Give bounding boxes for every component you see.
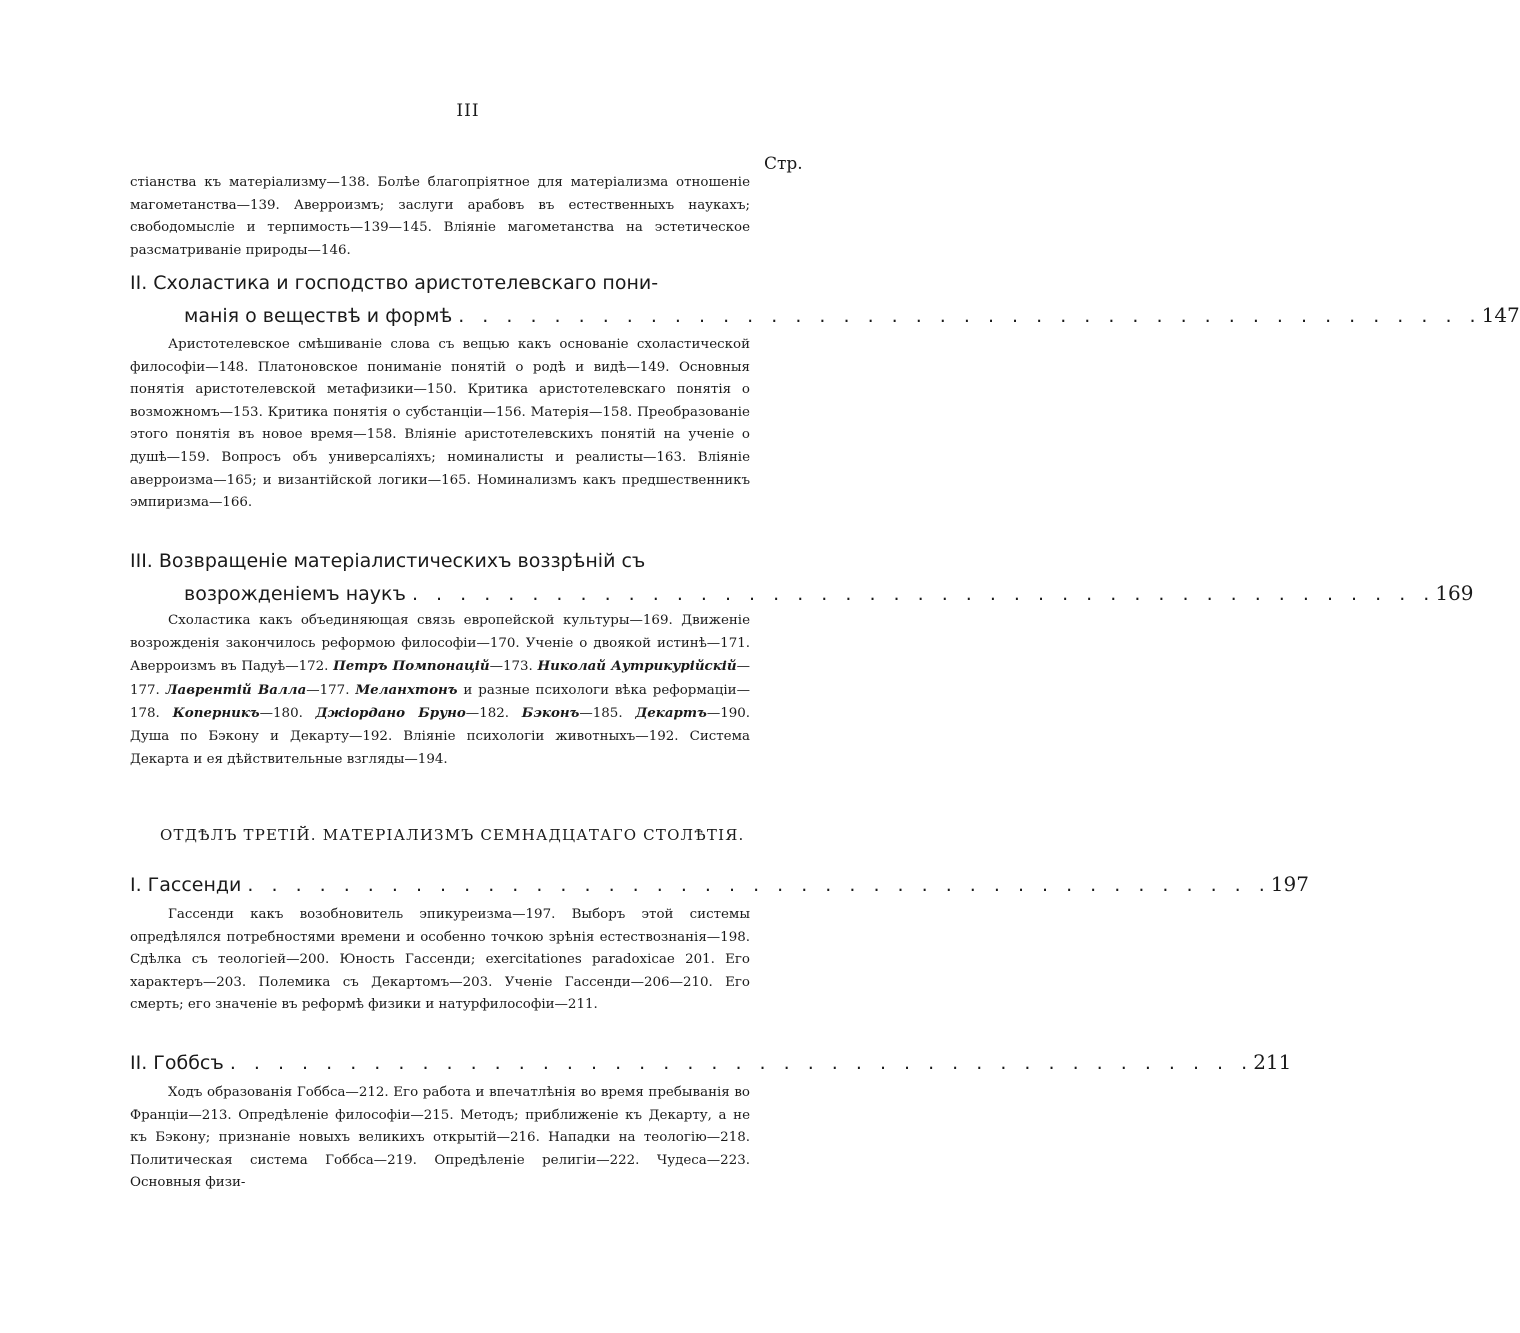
chapter-summary-gassendi [130, 904, 750, 1017]
chapter-page-number: 169 [1435, 581, 1474, 605]
person-name: Коперникъ [172, 705, 260, 722]
chapter-title-line1: III. Возвращеніе матеріалистическихъ воззрѣній съ [130, 550, 646, 572]
summary-paragraph: Схоластика какъ объединяющая связь европейской культуры—169. Движеніе возрожденія закончилось реформою философіи—170. Ученіе о двоякой истинѣ—171. Аверроизмъ въ Падуѣ—172. Петръ Помпонацій—173. Николай Аутрикурійскій—177. Лаврентій Валла—177. Меланхтонъ и разные психологи вѣка реформаціи—178. Коперникъ—180. Джіордано Бруно—182. Бэконъ—185. Декартъ—190. Душа по Бэкону и Декарту—192. Вліяніе психологіи животныхъ—192. Система Декарта и ея дѣйствительные взгляды—194. [130, 613, 751, 767]
dot-leader: . . . . . . . . . . . . . . . . . . . . . . . . . . . . . . . . . . . . . . . . . . . [247, 874, 1271, 896]
dot-leader: . . . . . . . . . . . . . . . . . . . . . . . . . . . . . . . . . . . . . . . . . . . [411, 583, 1436, 605]
chapter-summary-hobbes [130, 1082, 750, 1195]
person-name: Бэконъ [521, 705, 580, 722]
person-name: Меланхтонъ [355, 681, 458, 698]
chapter-title: II. Гоббсъ [130, 1052, 224, 1074]
chapter-title-line2: возрожденіемъ наукъ [184, 583, 406, 605]
person-name: Декартъ [635, 705, 707, 722]
summary-paragraph: Ходъ образованія Гоббса—212. Его работа и впечатлѣнія во время пребыванія во Франціи—213. Опредѣленіе философіи—215. Методъ; приближеніе къ Декарту, а не къ Бэкону; признаніе новыхъ великихъ открытій—216. Нападки на теологію—218. Политическая система Гоббса—219. Опредѣленіе религіи—222. Чудеса—223. Основныя физи- [130, 1085, 750, 1191]
page-number: III [456, 101, 480, 121]
intro-paragraph: стіанства къ матеріализму—138. Болѣе благопріятное для матеріализма отношеніе магометанства—139. Аверроизмъ; заслуги арабовъ въ естественныхъ наукахъ; свободомысліе и терпимость—139—145. Вліяніе магометанства на эстетическое разсматриваніе природы—146. [130, 175, 750, 258]
chapter-title-line2: манія о веществѣ и формѣ [184, 305, 453, 327]
chapter-title: I. Гассенди [130, 874, 242, 896]
chapter-page-number: 197 [1270, 872, 1309, 896]
chapter-heading-gassendi [130, 872, 1309, 903]
division-title: ОТДѢЛЪ ТРЕТІЙ. МАТЕРІАЛИЗМЪ СЕМНАДЦАТАГО СТОЛѢТІЯ. [160, 826, 745, 844]
chapter-summary-ii [130, 334, 750, 515]
chapter-summary-iii [130, 610, 750, 771]
intro-block [130, 172, 750, 262]
dot-leader: . . . . . . . . . . . . . . . . . . . . . . . . . . . . . . . . . . . . . . . . . . . [458, 305, 1482, 327]
chapter-title-line1: II. Схоластика и господство аристотелевскаго пони- [130, 272, 659, 294]
person-name: Лаврентій Валла [165, 681, 307, 698]
page-column-label: Стр. [764, 154, 803, 174]
summary-paragraph: Аристотелевское смѣшиваніе слова съ вещью какъ основаніе схоластической философіи—148. Платоновское пониманіе понятій о родѣ и видѣ—149. Основныя понятія аристотелевской метафизики—150. Критика аристотелевскаго понятія о возможномъ—153. Критика понятія о субстанціи—156. Матерія—158. Преобразованіе этого понятія въ новое время—158. Вліяніе аристотелевскихъ понятій на ученіе о душѣ—159. Вопросъ объ универсаліяхъ; номиналисты и реалисты—163. Вліяніе аверроизма—165; и византійской логики—165. Номинализмъ какъ предшественникъ эмпиризма—166. [130, 337, 750, 511]
chapter-page-number: 211 [1253, 1050, 1292, 1074]
person-name: Джіордано Бруно [315, 705, 466, 722]
chapter-heading-ii [130, 272, 1520, 334]
dot-leader: . . . . . . . . . . . . . . . . . . . . . . . . . . . . . . . . . . . . . . . . . . . [229, 1052, 1254, 1074]
chapter-page-number: 147 [1481, 303, 1520, 327]
person-name: Николай Аутрикурійскій [537, 658, 737, 675]
summary-paragraph: Гассенди какъ возобновитель эпикуреизма—197. Выборъ этой системы опредѣлялся потребностями времени и особенно точкою зрѣнія естествознанія—198. Сдѣлка съ теологіей—200. Юность Гассенди; exercitationes paradoxicae 201. Его характеръ—203. Полемика съ Декартомъ—203. Ученіе Гассенди—206—210. Его смерть; его значеніе въ реформѣ физики и натурфилософіи—211. [130, 907, 750, 1013]
chapter-heading-iii [130, 550, 1474, 612]
chapter-heading-hobbes [130, 1050, 1292, 1081]
person-name: Петръ Помпонацій [333, 658, 490, 675]
